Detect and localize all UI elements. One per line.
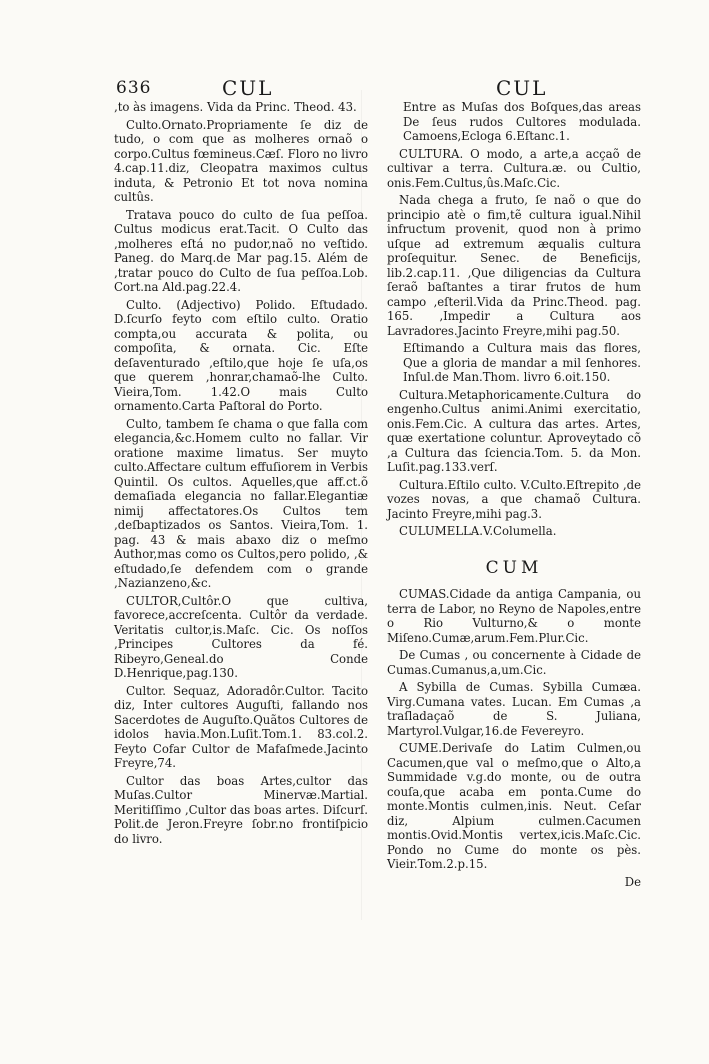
page-number: 636	[116, 78, 152, 98]
dictionary-entry: CULTURA. O modo, a arte,a acçaõ de cultivar a terra. Cultura.æ. ou Cultio, onis.Fem.Cultus,ûs.Maſc.Cic.	[387, 146, 641, 190]
dictionary-entry: Cultor. Sequaz, Adoradôr.Cultor. Tacito diz, Inter cultores Auguſti, fallando nos Sacerdotes de Auguſto.Quãtos Cultores de idolos havia.Mon.Luſit.Tom.1. 83.col.2. Feyto Cofar Cultor de Mafaſmede.Jacinto Freyre,74.	[114, 683, 368, 770]
running-head-right: CUL	[496, 76, 548, 100]
dictionary-entry: Tratava pouco do culto de ſua peſſoa. Cultus modicus erat.Tacit. O Culto das ‚molheres eſtá no pudor,naõ no veſtido. Paneg. do Marq.de Mar pag.15. Além de ‚tratar pouco do Culto de ſua peſſoa.Lob. Cort.na Ald.pag.22.4.	[114, 207, 368, 294]
dictionary-entry: Cultor das boas Artes,cultor das Muſas.Cultor Minervæ.Martial. Meritiſſimo ‚Cultor das boas artes. Diſcurſ. Polit.de Jeron.Freyre ſobr.no frontiſpicio do livro.	[114, 773, 368, 846]
catchword: De	[624, 874, 641, 889]
dictionary-entry: CUMAS.Cidade da antiga Campania, ou terra de Labor, no Reyno de Napoles,entre o Rio Vulturno,& o monte Miſeno.Cumæ,arum.Fem.Plur.Cic.	[387, 587, 641, 645]
dictionary-entry: Culto. (Adjectivo) Polido. Eſtudado. D.ſcurſo feyto com eſtilo culto. Oratio compta,ou accurata & polita, ou compoſita, & ornata. Cic. Eſte deſaventurado ‚eſtilo,que hoje ſe uſa,os que querem ‚honrar,chamaõ-lhe Culto. Vieira,Tom. 1.42.O mais Culto ornamento.Carta Paſtoral do Porto.	[114, 297, 368, 413]
dictionary-entry: Culto.Ornato.Propriamente ſe diz de tudo, o com que as molheres ornaõ o corpo.Cultus fœmineus.Cæſ. Floro no livro 4.cap.11.diz, Cleopatra maximos cultus induta, & Petronio Et tot nova nomina cultûs.	[114, 117, 368, 204]
dictionary-entry: CULUMELLA.V.Columella.	[399, 524, 557, 538]
left-column	[114, 100, 368, 849]
dictionary-entry: Cultura.Eſtilo culto. V.Culto.Eſtrepito ‚de vozes novas, a que chamaõ Cultura. Jacinto Freyre,mihi pag.3.	[387, 477, 641, 521]
dictionary-entry: Culto, tambem ſe chama o que falla com elegancia,&c.Homem culto no fallar. Vir oratione maxime limatus. Ser muyto culto.Affectare cultum effuſiorem in Verbis Quintil. Os cultos. Aquelles,que aff.ct.õ demaſiada elegancia no fallar.Elegantiæ nimij affectatores.Os Cultos tem ‚deſbaptizados os Santos. Vieira,Tom. 1. pag. 43 & mais abaxo diz o meſmo Author,mas como os Cultos,pero polido, ‚& eſtudado,ſe defendem com o grande ‚Nazianzeno,&c.	[114, 416, 368, 590]
verse-quotation: Eſtimando a Cultura mais das flores, Que a gloria de mandar a mil ſenhores. Inſul.de Man.Thom. livro 6.oit.150.	[403, 341, 641, 384]
dictionary-entry: CULTOR,Cultôr.O que cultiva, favorece,accreſcenta. Cultôr da verdade. Veritatis cultor,is.Maſc. Cic. Os noſſos ‚Principes Cultores da fé. Ribeyro,Geneal.do Conde D.Henrique,pag.130.	[114, 593, 368, 680]
running-head-left: CUL	[222, 76, 274, 100]
dictionary-entry: Cultura.Metaphoricamente.Cultura do engenho.Cultus animi.Animi exercitatio, onis.Fem.Cic. A cultura das artes. Artes, quæ exertatione coluntur. Aproveytado cõ ‚a Cultura das ſciencia.Tom. 5. da Mon. Luſit.pag.133.verſ.	[387, 387, 641, 474]
dictionary-entry: CUME.Derivaſe do Latim Culmen,ou Cacumen,que val o meſmo,que o Alto,a Summidade v.g.do monte, ou de outra couſa,que acaba em ponta.Cume do monte.Montis culmen,inis. Neut. Ceſar diz, Alpium culmen.Cacumen montis.Ovid.Montis vertex,icis.Maſc.Cic. Pondo no Cume do monte os pès. Vieir.Tom.2.p.15.	[387, 741, 641, 871]
dictionary-entry: De Cumas , ou concernente à Cidade de Cumas.Cumanus,a,um.Cic.	[387, 648, 641, 677]
right-column	[387, 100, 641, 889]
verse-quotation: Entre as Muſas dos Boſques,das areas De ſeus rudos Cultores modulada. Camoens,Ecloga 6.Eſtanc.1.	[403, 100, 641, 143]
dictionary-entry: Nada chega a fruto, ſe naõ o que do principio atè o fim,tẽ cultura igual.Nihil infructum provenit, quod non à primo uſque ad extremum æqualis cultura proſequitur. Senec. de Beneficijs, lib.2.cap.11. ‚Que diligencias da Cultura ſeraõ baſtantes a tirar frutos de hum campo ‚eſteril.Vida da Princ.Theod. pag. 165. ‚Impedir a Cultura aos Lavradores.Jacinto Freyre,mihi pag.50.	[387, 193, 641, 338]
entry-continuation: ‚to às imagens. Vida da Princ. Theod. 43.	[114, 100, 357, 114]
dictionary-entry: A Sybilla de Cumas. Sybilla Cumæa. Virg.Cumana vates. Lucan. Em Cumas ‚a traſladaçaõ de S. Juliana, Martyrol.Vulgar,16.de Fevereyro.	[387, 680, 641, 738]
section-heading: CUM	[485, 557, 543, 578]
